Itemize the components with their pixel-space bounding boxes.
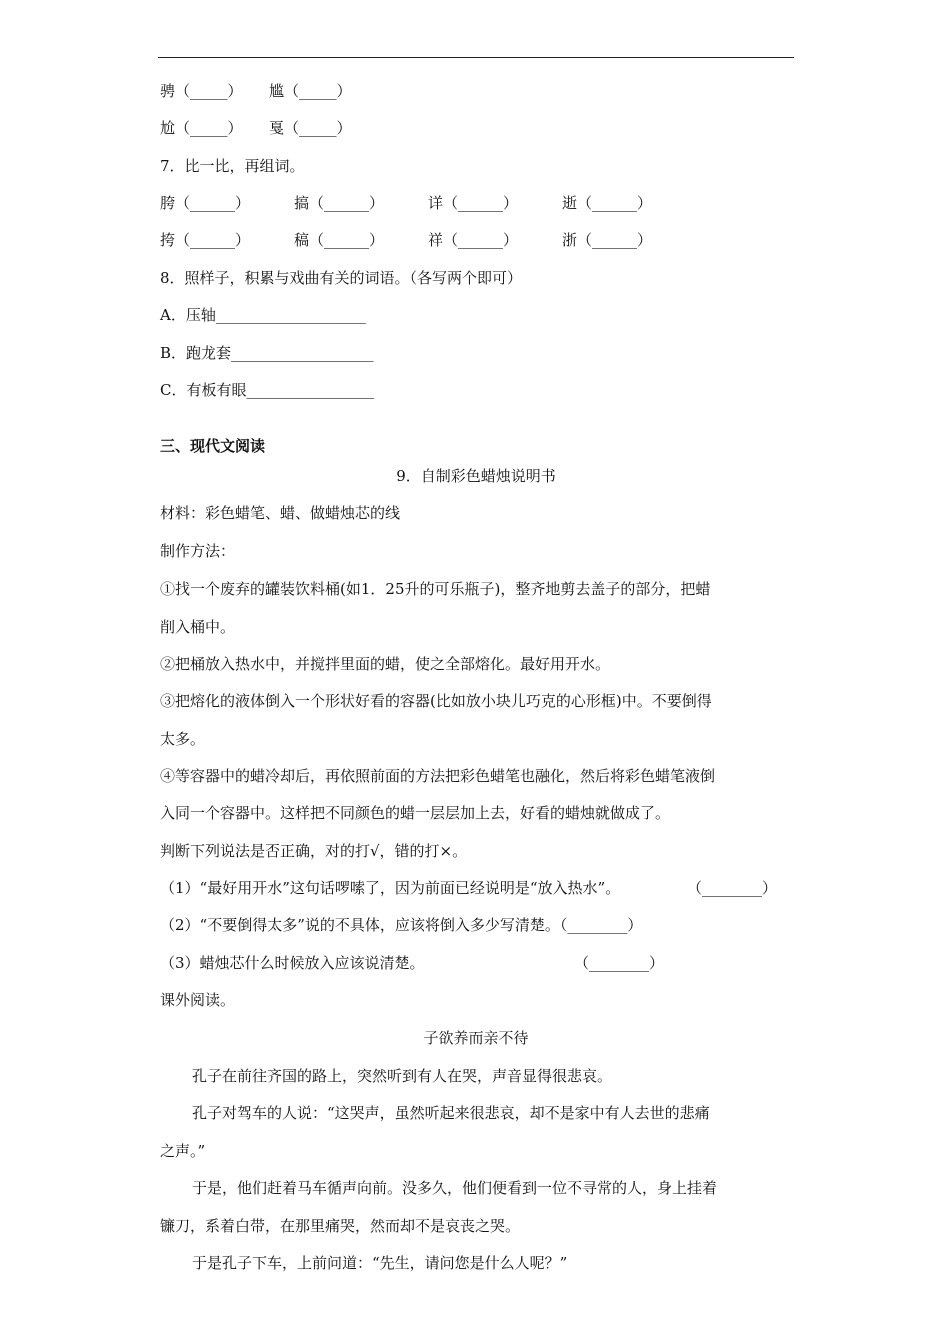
- q9-step3-cont: 太多。: [160, 730, 206, 748]
- q6-item: 戛（_____）: [269, 119, 352, 137]
- extra-reading-label: 课外阅读。: [160, 991, 236, 1009]
- q9-method-label: 制作方法：: [160, 542, 236, 560]
- q9-step1: ①找一个废弃的罐装饮料桶(如1．25升的可乐瓶子)，整齐地剪去盖子的部分，把蜡: [160, 580, 711, 598]
- passage-title: 子欲养而亲不待: [423, 1029, 529, 1047]
- q9-step2: ②把桶放入热水中，并搅拌里面的蜡，使之全部熔化。最好用开水。: [160, 655, 611, 673]
- q8-option-b: B．跑龙套___________________: [160, 344, 374, 362]
- q9-step4-cont: 入同一个容器中。这样把不同颜色的蜡一层层加上去，好看的蜡烛就做成了。: [160, 804, 671, 822]
- q8-option-a: A．压轴____________________: [160, 306, 366, 324]
- q7-item: 详（______）: [428, 194, 519, 212]
- q6-item: 骋（_____）: [160, 82, 243, 100]
- q7-item: 稿（______）: [294, 231, 385, 249]
- answer-blank[interactable]: （________）: [574, 954, 665, 972]
- q9-judge-item-3: （3）蜡烛芯什么时候放入应该说清楚。: [160, 954, 425, 972]
- q7-item: 逝（______）: [562, 194, 653, 212]
- q6-item: 尴（_____）: [269, 82, 352, 100]
- section-heading: 三、现代文阅读: [160, 437, 266, 455]
- q7-item: 搞（______）: [294, 194, 385, 212]
- q9-judge-item-2: （2）“不要倒得太多”说的不具体，应该将倒入多少写清楚。（________）: [160, 916, 643, 934]
- q9-title: 9．自制彩色蜡烛说明书: [396, 467, 556, 485]
- header-rule: [158, 57, 794, 58]
- q9-step1-cont: 削入桶中。: [160, 618, 236, 636]
- passage-paragraph: 于是，他们赶着马车循声向前。没多久，他们便看到一位不寻常的人，身上挂着: [192, 1179, 718, 1197]
- q7-item: 浙（______）: [562, 231, 653, 249]
- passage-paragraph: 于是孔子下车，上前问道：“先生，请问您是什么人呢？”: [192, 1254, 568, 1272]
- q9-materials: 材料：彩色蜡笔、蜡、做蜡烛芯的线: [160, 504, 401, 522]
- passage-paragraph: 孔子在前往齐国的路上，突然听到有人在哭，声音显得很悲哀。: [192, 1067, 613, 1085]
- q8-title: 8．照样子，积累与戏曲有关的词语。（各写两个即可）: [160, 269, 523, 287]
- q7-item: 挎（______）: [160, 231, 251, 249]
- q6-item: 尬（_____）: [160, 119, 243, 137]
- passage-paragraph-cont: 镰刀，系着白带，在那里痛哭，然而却不是哀丧之哭。: [160, 1217, 521, 1235]
- q8-option-c: C．有板有眼_________________: [160, 381, 374, 399]
- q7-title: 7．比一比，再组词。: [160, 157, 305, 175]
- q9-judge-item-1: （1）“最好用开水”这句话啰嗦了，因为前面已经说明是“放入热水”。: [160, 879, 621, 897]
- q7-item: 胯（______）: [160, 194, 251, 212]
- q9-step4: ④等容器中的蜡冷却后，再依照前面的方法把彩色蜡笔也融化，然后将彩色蜡笔液倒: [160, 767, 716, 785]
- q9-step3: ③把熔化的液体倒入一个形状好看的容器(比如放小块儿巧克的心形框)中。不要倒得: [160, 692, 712, 710]
- passage-paragraph: 孔子对驾车的人说：“这哭声，虽然听起来很悲哀，却不是家中有人去世的悲痛: [192, 1104, 710, 1122]
- passage-paragraph-cont: 之声。”: [160, 1142, 206, 1160]
- q7-item: 祥（______）: [428, 231, 519, 249]
- q9-judge-instruction: 判断下列说法是否正确，对的打√，错的打×。: [160, 842, 468, 860]
- answer-blank[interactable]: （________）: [687, 879, 778, 897]
